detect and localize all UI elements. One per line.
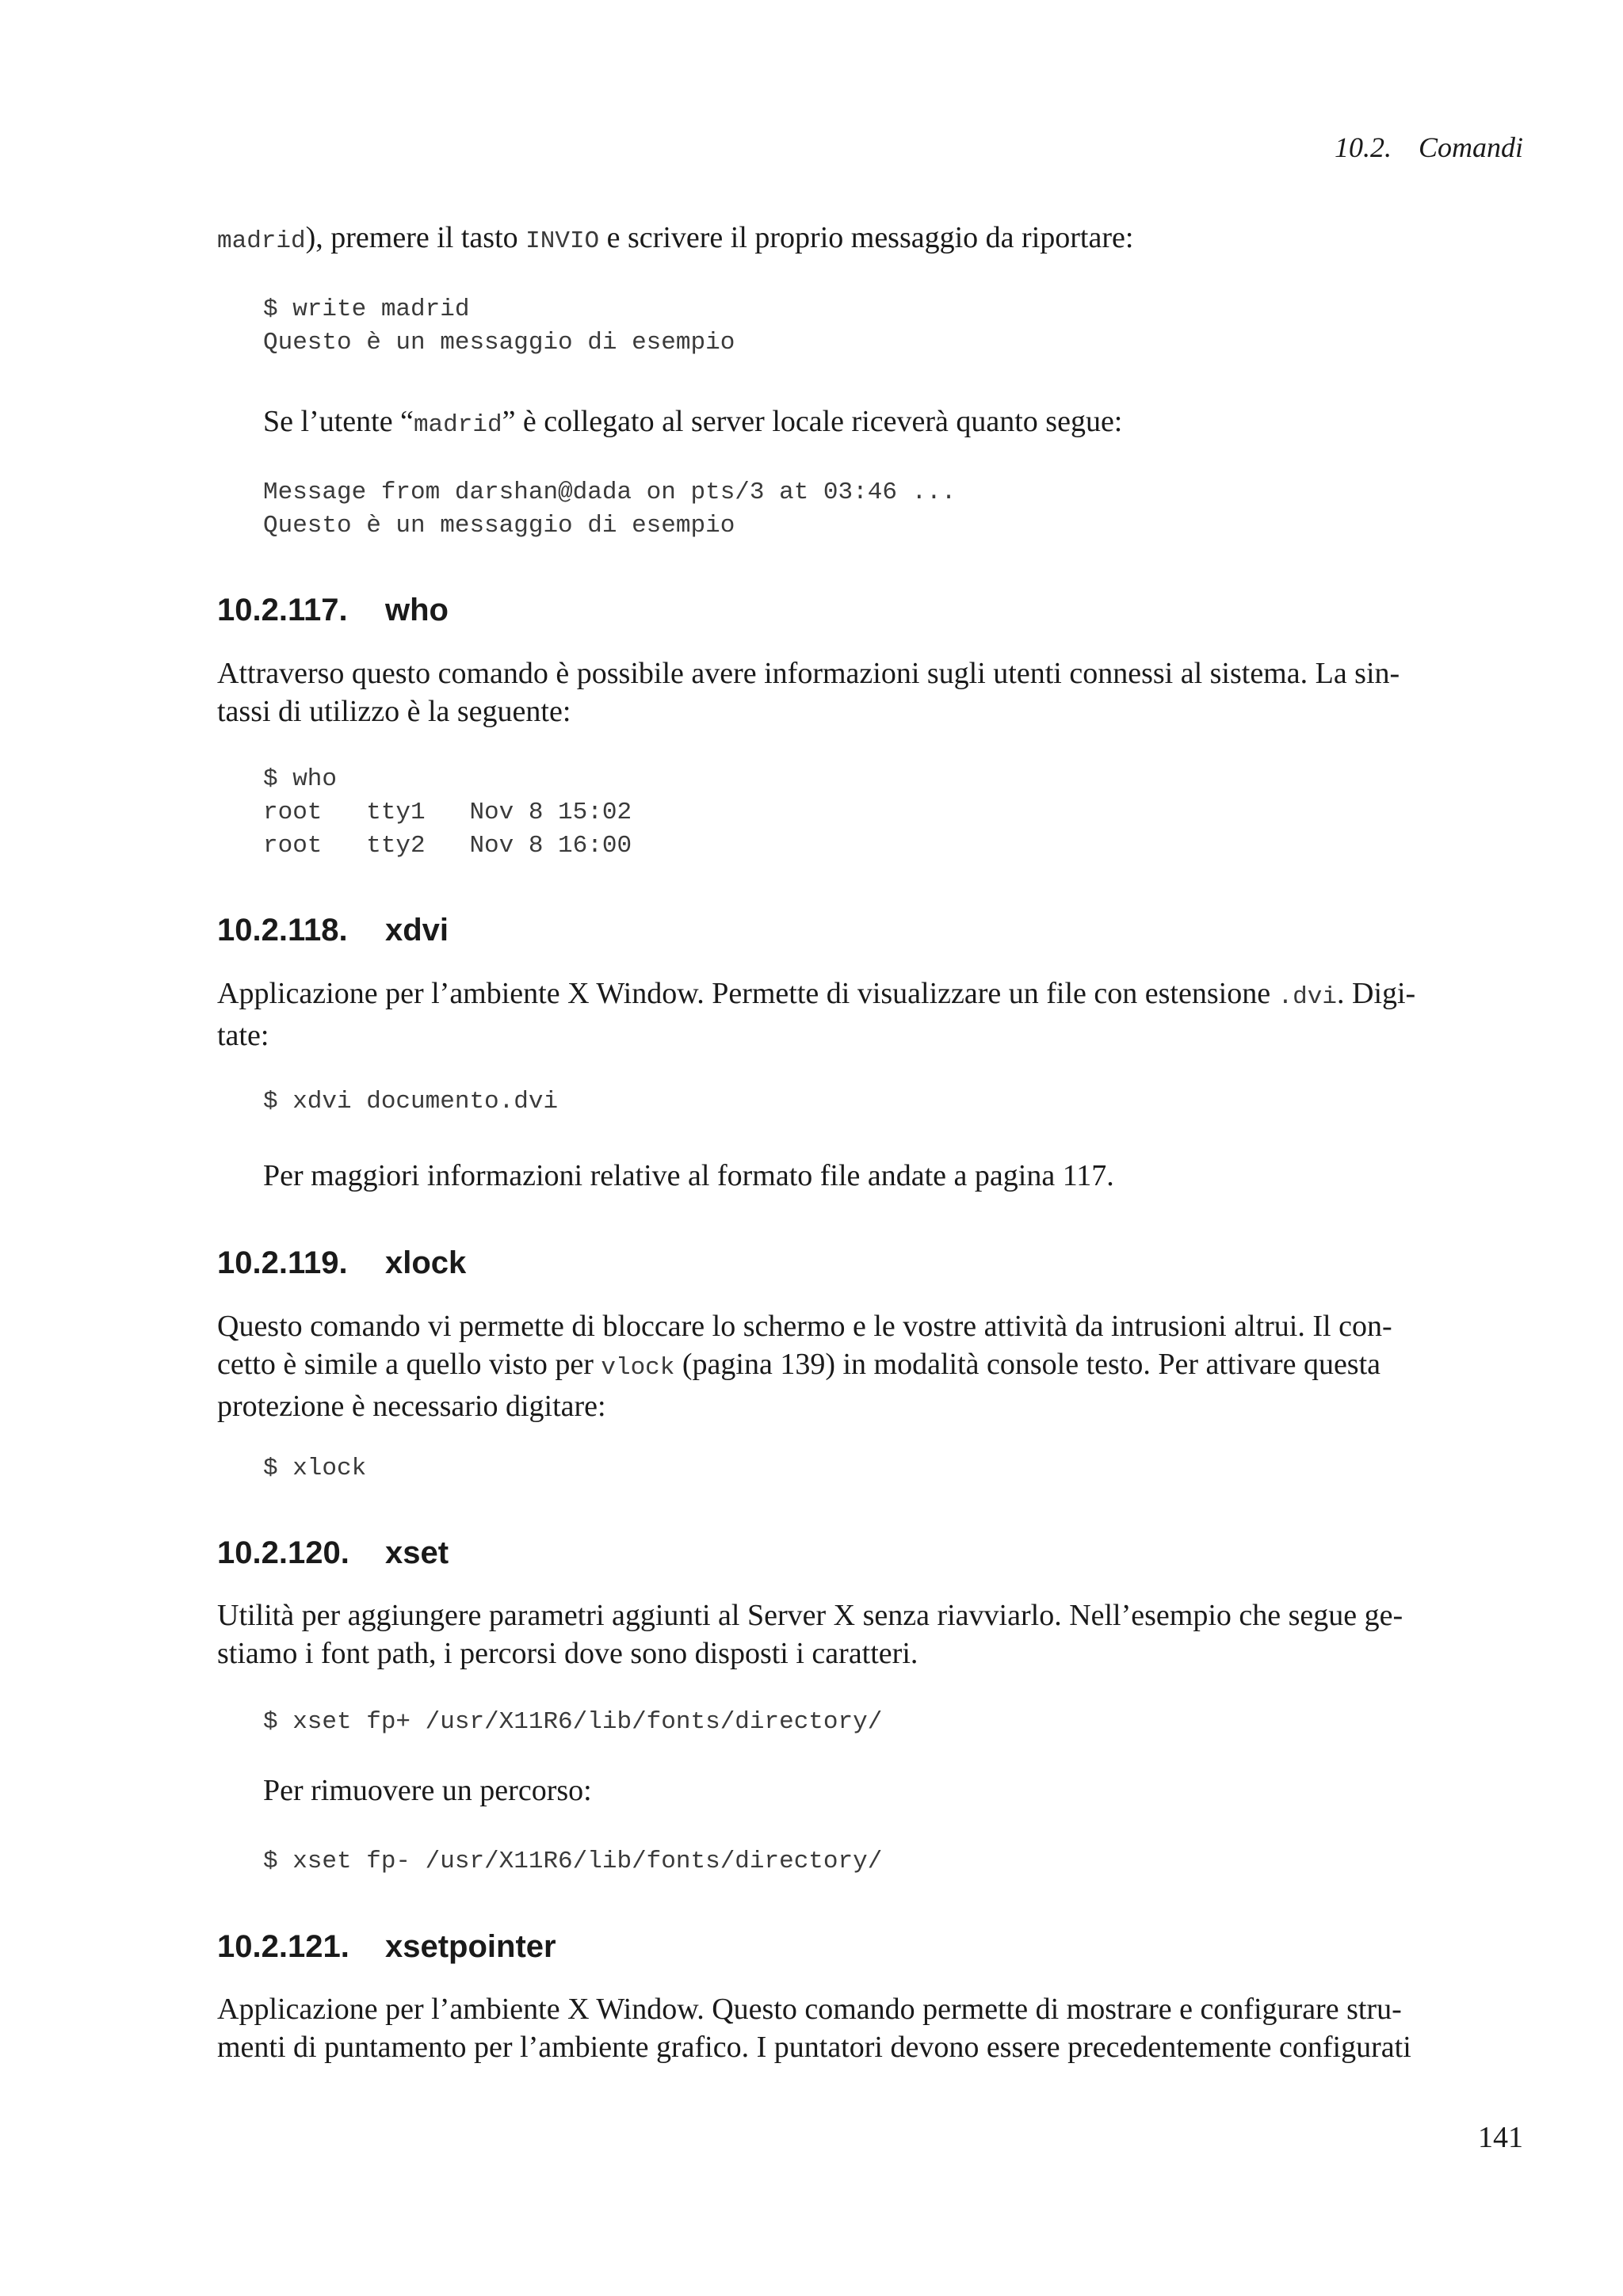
paragraph-text: cetto è simile a quello visto per xyxy=(217,1348,601,1381)
receive-note-user: madrid xyxy=(413,411,502,439)
intro-key: INVIO xyxy=(525,227,600,255)
receive-note-pre: Se l’utente “ xyxy=(263,405,414,438)
code-line: root tty1 Nov 8 15:02 xyxy=(263,799,632,826)
code-line: Message from darshan@dada on pts/3 at 03:46 ... xyxy=(263,479,957,506)
xset-remove-code xyxy=(263,1845,882,1878)
intro-command: madrid xyxy=(217,227,306,255)
page-number: 141 xyxy=(1478,2121,1523,2154)
paragraph-line: stiamo i font path, i percorsi dove sono disposti i caratteri. xyxy=(217,1637,918,1670)
paragraph-line: Applicazione per l’ambiente X Window. Questo comando permette di mostrare e configurare stru- xyxy=(217,1993,1402,2026)
running-head-title: Comandi xyxy=(1418,132,1523,163)
code-line: Questo è un messaggio di esempio xyxy=(263,329,735,357)
receive-note-post: ” è collegato al server locale riceverà quanto segue: xyxy=(502,405,1123,438)
xdvi-note: Per maggiori informazioni relative al formato file andate a pagina 117. xyxy=(263,1159,1114,1192)
section-title: who xyxy=(385,593,449,627)
paragraph-line: tassi di utilizzo è la seguente: xyxy=(217,695,571,728)
code-line: root tty2 Nov 8 16:00 xyxy=(263,832,632,860)
intro-text-end: e scrivere il proprio messaggio da riportare: xyxy=(599,221,1134,254)
xdvi-code xyxy=(263,1085,558,1119)
code-line: Questo è un messaggio di esempio xyxy=(263,512,735,540)
code-line: $ xset fp+ /usr/X11R6/lib/fonts/directory/ xyxy=(263,1708,883,1736)
paragraph-line: protezione è necessario digitare: xyxy=(217,1390,606,1423)
xdvi-paragraph xyxy=(217,974,1523,1055)
xset-add-code xyxy=(263,1706,882,1739)
receive-note xyxy=(263,402,1523,444)
intro-paragraph xyxy=(217,219,1523,261)
section-heading-xlock xyxy=(217,1244,466,1282)
xlock-paragraph xyxy=(217,1307,1523,1425)
xlock-code xyxy=(263,1452,366,1486)
code-line: $ write madrid xyxy=(263,296,470,323)
who-code xyxy=(263,763,632,863)
paragraph-line: Attraverso questo comando è possibile avere informazioni sugli utenti connessi al sistema. La sin- xyxy=(217,657,1400,690)
paragraph-line: menti di puntamento per l’ambiente grafico. I puntatori devono essere precedentemente configurati xyxy=(217,2031,1411,2064)
file-extension: .dvi xyxy=(1277,983,1337,1011)
paragraph-line: Utilità per aggiungere parametri aggiunti al Server X senza riavviarlo. Nell’esempio che segue ge- xyxy=(217,1599,1403,1632)
paragraph-text: . Digi- xyxy=(1337,977,1416,1010)
section-title: xsetpointer xyxy=(385,1929,556,1964)
section-title: xset xyxy=(385,1535,449,1570)
section-heading-who xyxy=(217,591,449,629)
paragraph-text: Applicazione per l’ambiente X Window. Permette di visualizzare un file con estensione xyxy=(217,977,1278,1010)
xset-paragraph xyxy=(217,1596,1523,1672)
code-line: $ who xyxy=(263,765,338,793)
paragraph-line: tate: xyxy=(217,1019,269,1052)
code-line: $ xlock xyxy=(263,1455,367,1482)
section-number: 10.2.117. xyxy=(217,593,348,627)
xsetpointer-paragraph xyxy=(217,1990,1523,2066)
section-number: 10.2.118. xyxy=(217,913,348,948)
running-head-number: 10.2. xyxy=(1334,132,1392,163)
section-number: 10.2.121. xyxy=(217,1929,349,1964)
write-example-code xyxy=(263,293,735,360)
section-heading-xsetpointer xyxy=(217,1928,556,1966)
xset-remove-note: Per rimuovere un percorso: xyxy=(263,1774,592,1807)
section-title: xdvi xyxy=(385,913,449,948)
code-line: $ xdvi documento.dvi xyxy=(263,1088,559,1116)
section-heading-xdvi xyxy=(217,911,449,949)
running-head xyxy=(1335,131,1523,164)
command-name: vlock xyxy=(601,1354,675,1382)
receive-example-code xyxy=(263,476,956,543)
who-paragraph xyxy=(217,654,1523,730)
intro-text: ), premere il tasto xyxy=(305,221,526,254)
section-title: xlock xyxy=(385,1245,467,1280)
section-number: 10.2.120. xyxy=(217,1535,349,1570)
paragraph-text: (pagina 139) in modalità console testo. Per attivare questa xyxy=(674,1348,1381,1381)
code-line: $ xset fp- /usr/X11R6/lib/fonts/directory/ xyxy=(263,1848,883,1875)
paragraph-line: Questo comando vi permette di bloccare lo schermo e le vostre attività da intrusioni altrui. Il con- xyxy=(217,1310,1392,1343)
section-number: 10.2.119. xyxy=(217,1245,348,1280)
section-heading-xset xyxy=(217,1534,449,1572)
